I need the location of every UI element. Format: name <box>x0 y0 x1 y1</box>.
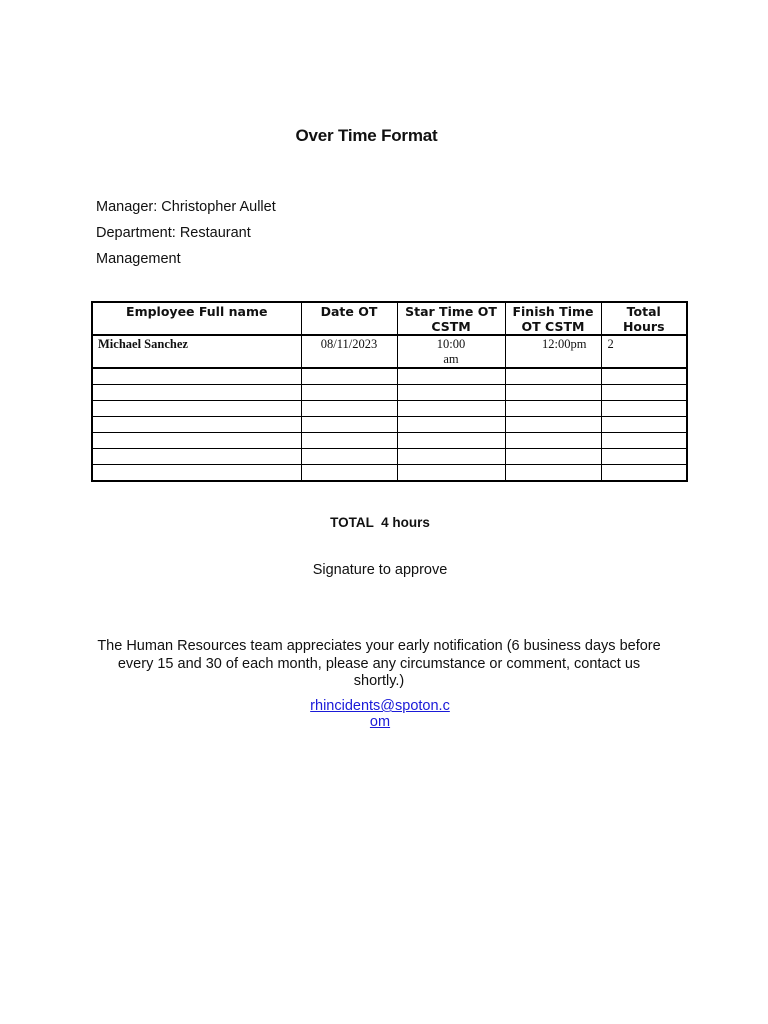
empty-cell <box>397 368 505 385</box>
empty-cell <box>92 465 301 482</box>
empty-cell <box>92 385 301 401</box>
header-text: Hours <box>622 319 665 334</box>
table-header-row <box>92 302 687 335</box>
department-line-continued: Management <box>96 251 181 267</box>
table-row <box>92 335 687 368</box>
header-total-hours <box>601 302 687 335</box>
hours-cell: 2 <box>601 335 687 368</box>
empty-table-row <box>92 449 687 465</box>
empty-cell <box>505 417 601 433</box>
empty-cell <box>92 417 301 433</box>
empty-table-row <box>92 417 687 433</box>
header-start-time <box>397 302 505 335</box>
empty-cell <box>301 401 397 417</box>
department-line: Department: Restaurant <box>96 225 251 241</box>
header-text: CSTM <box>431 319 471 334</box>
contact-email-link[interactable] <box>300 698 460 730</box>
employee-name-cell: Michael Sanchez <box>92 335 301 368</box>
empty-cell <box>505 368 601 385</box>
empty-cell <box>301 417 397 433</box>
empty-cell <box>601 385 687 401</box>
empty-cell <box>601 433 687 449</box>
empty-table-row <box>92 401 687 417</box>
empty-cell <box>397 433 505 449</box>
empty-cell <box>505 433 601 449</box>
empty-cell <box>301 385 397 401</box>
empty-table-row <box>92 385 687 401</box>
empty-cell <box>601 465 687 482</box>
start-time-line: am <box>443 352 459 366</box>
start-time-cell <box>397 335 505 368</box>
empty-cell <box>505 465 601 482</box>
header-finish-time <box>505 302 601 335</box>
header-date-ot <box>301 302 397 335</box>
manager-line: Manager: Christopher Aullet <box>96 199 276 215</box>
email-line[interactable]: rhincidents@spoton.c <box>310 698 450 714</box>
overtime-table <box>91 301 688 482</box>
empty-cell <box>301 449 397 465</box>
empty-cell <box>301 433 397 449</box>
empty-table-row <box>92 465 687 482</box>
empty-cell <box>601 401 687 417</box>
header-text: Star Time OT <box>405 304 497 319</box>
empty-cell <box>397 385 505 401</box>
empty-table-row <box>92 433 687 449</box>
empty-cell <box>505 385 601 401</box>
hr-notice-text: The Human Resources team appreciates your early notification (6 business days before every 15 and 30 of each month, please any circumstance or comment, contact us shortly.) <box>97 638 661 689</box>
empty-cell <box>301 465 397 482</box>
empty-cell <box>92 368 301 385</box>
header-text: OT CSTM <box>521 319 585 334</box>
empty-cell <box>601 368 687 385</box>
total-hours-summary: TOTAL 4 hours <box>330 515 430 530</box>
empty-cell <box>397 449 505 465</box>
finish-time-cell: 12:00pm <box>505 335 601 368</box>
signature-label: Signature to approve <box>312 562 448 578</box>
empty-cell <box>601 417 687 433</box>
empty-cell <box>397 465 505 482</box>
empty-cell <box>92 433 301 449</box>
empty-cell <box>397 417 505 433</box>
start-time-line: 10:00 <box>436 337 466 351</box>
empty-table-row <box>92 368 687 385</box>
header-text: Employee Full name <box>126 304 268 319</box>
date-cell: 08/11/2023 <box>301 335 397 368</box>
header-text: Finish Time <box>512 304 594 319</box>
empty-cell <box>92 401 301 417</box>
header-employee-name <box>92 302 301 335</box>
empty-cell <box>92 449 301 465</box>
email-line[interactable]: om <box>369 714 391 730</box>
empty-cell <box>397 401 505 417</box>
header-text: Date OT <box>320 304 378 319</box>
empty-cell <box>505 401 601 417</box>
empty-cell <box>301 368 397 385</box>
empty-cell <box>601 449 687 465</box>
page-title: Over Time Format <box>295 126 438 145</box>
empty-cell <box>505 449 601 465</box>
header-text: Total <box>626 304 661 319</box>
